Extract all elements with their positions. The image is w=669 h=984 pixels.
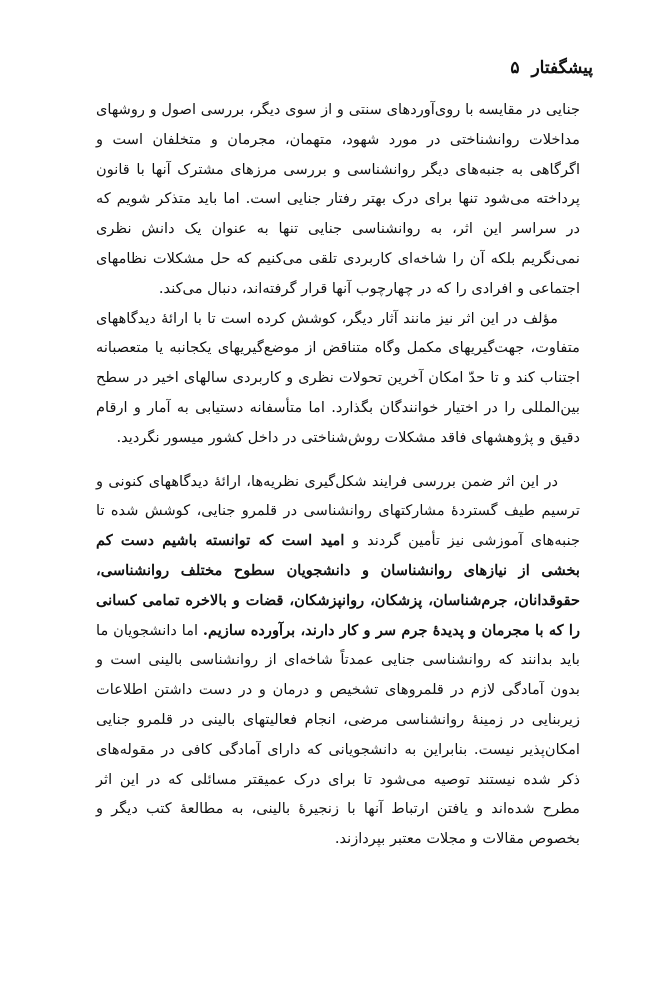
paragraph-3-end: اما دانشجویان ما باید بدانند که روانشناسی جنایی عمدتاً شاخه‌ای از روانشناسی بالینی است و بدون آمادگی لازم در قلمروهای تشخیص و درمان و در دست داشتن اطلاعات زیربنایی در زمینهٔ روانشناسی مرضی، انجام فعالیتهای بالینی در قلمرو جنایی امکان‌پذیر نیست. بنابراین به دانشجویانی که دارای آمادگی کافی در مقوله‌های ذکر شده نیستند توصیه می‌شود تا برای درک عمیقتر مسائلی که در این اثر مطرح شده‌اند و یافتن ارتباط آنها با زنجیرهٔ بالینی، به مطالعهٔ کتب دیگر و بخصوص مقالات و مجلات معتبر بپردازند. <box>96 621 580 848</box>
paragraph-2: مؤلف در این اثر نیز مانند آثار دیگر، کوشش کرده است تا با ارائهٔ دیدگاههای متفاوت، جهت‌گیریهای مکمل وگاه متناقض از موضع‌گیریهای یکجانبه یا متعصبانه اجتناب کند و تا حدّ امکان آخرین تحولات نظری و کاربردی سالهای اخیر در سطح بین‌المللی را در اختیار خوانندگان بگذارد. اما متأسفانه دستیابی به آمار و ارقام دقیق و پژوهشهای فاقد مشکلات روش‌شناختی در داخل کشور میسور نگردید. <box>96 309 580 446</box>
paragraph-3-bold: امید است که توانسته باشیم دست کم بخشی از نیازهای روانشناسان و دانشجویان سطوح مختلف روانشناسی، حقوقدانان، جرم‌شناسان، پزشکان، روانپزشکان، قضات و بالاخره تمامی کسانی را که با مجرمان و پدیدهٔ جرم سر و کار دارند، برآورده سازیم. <box>96 532 580 639</box>
paragraph-3-start: در این اثر ضمن بررسی فرایند شکل‌گیری نظریه‌ها، ارائهٔ دیدگاههای کنونی و ترسیم طیف گستردهٔ مشارکتهای روانشناسی در قلمرو جنایی، کوشش شده تا جنبه‌های آموزشی نیز تأمین گردند و <box>96 472 580 550</box>
page-number: ۵ <box>510 58 520 78</box>
paragraph-1: جنایی در مقایسه با روی‌آوردهای سنتی و از سوی دیگر، بررسی اصول و روشهای مداخلات روانشناختی در مورد شهود، متهمان، مجرمان و متخلفان است و اگرگاهی به جنبه‌های دیگر روانشناسی و بررسی مرزهای مشترک آنها با قانون پرداخته می‌شود تنها برای درک بهتر رفتار جنایی است. اما باید متذکر شویم که در سراسر این اثر، به روانشناسی جنایی تنها به عنوان یک دانش نظری نمی‌نگریم بلکه آن را شاخه‌ای کاربردی تلقی می‌کنیم که حل مشکلات نظامهای اجتماعی و افرادی را که در چهارچوب آنها قرار گرفته‌اند، دنبال می‌کند. <box>96 101 580 297</box>
body-text <box>96 95 580 854</box>
paragraph-3 <box>96 467 580 854</box>
running-header <box>76 58 593 88</box>
chapter-title: پیشگفتار <box>531 58 593 78</box>
